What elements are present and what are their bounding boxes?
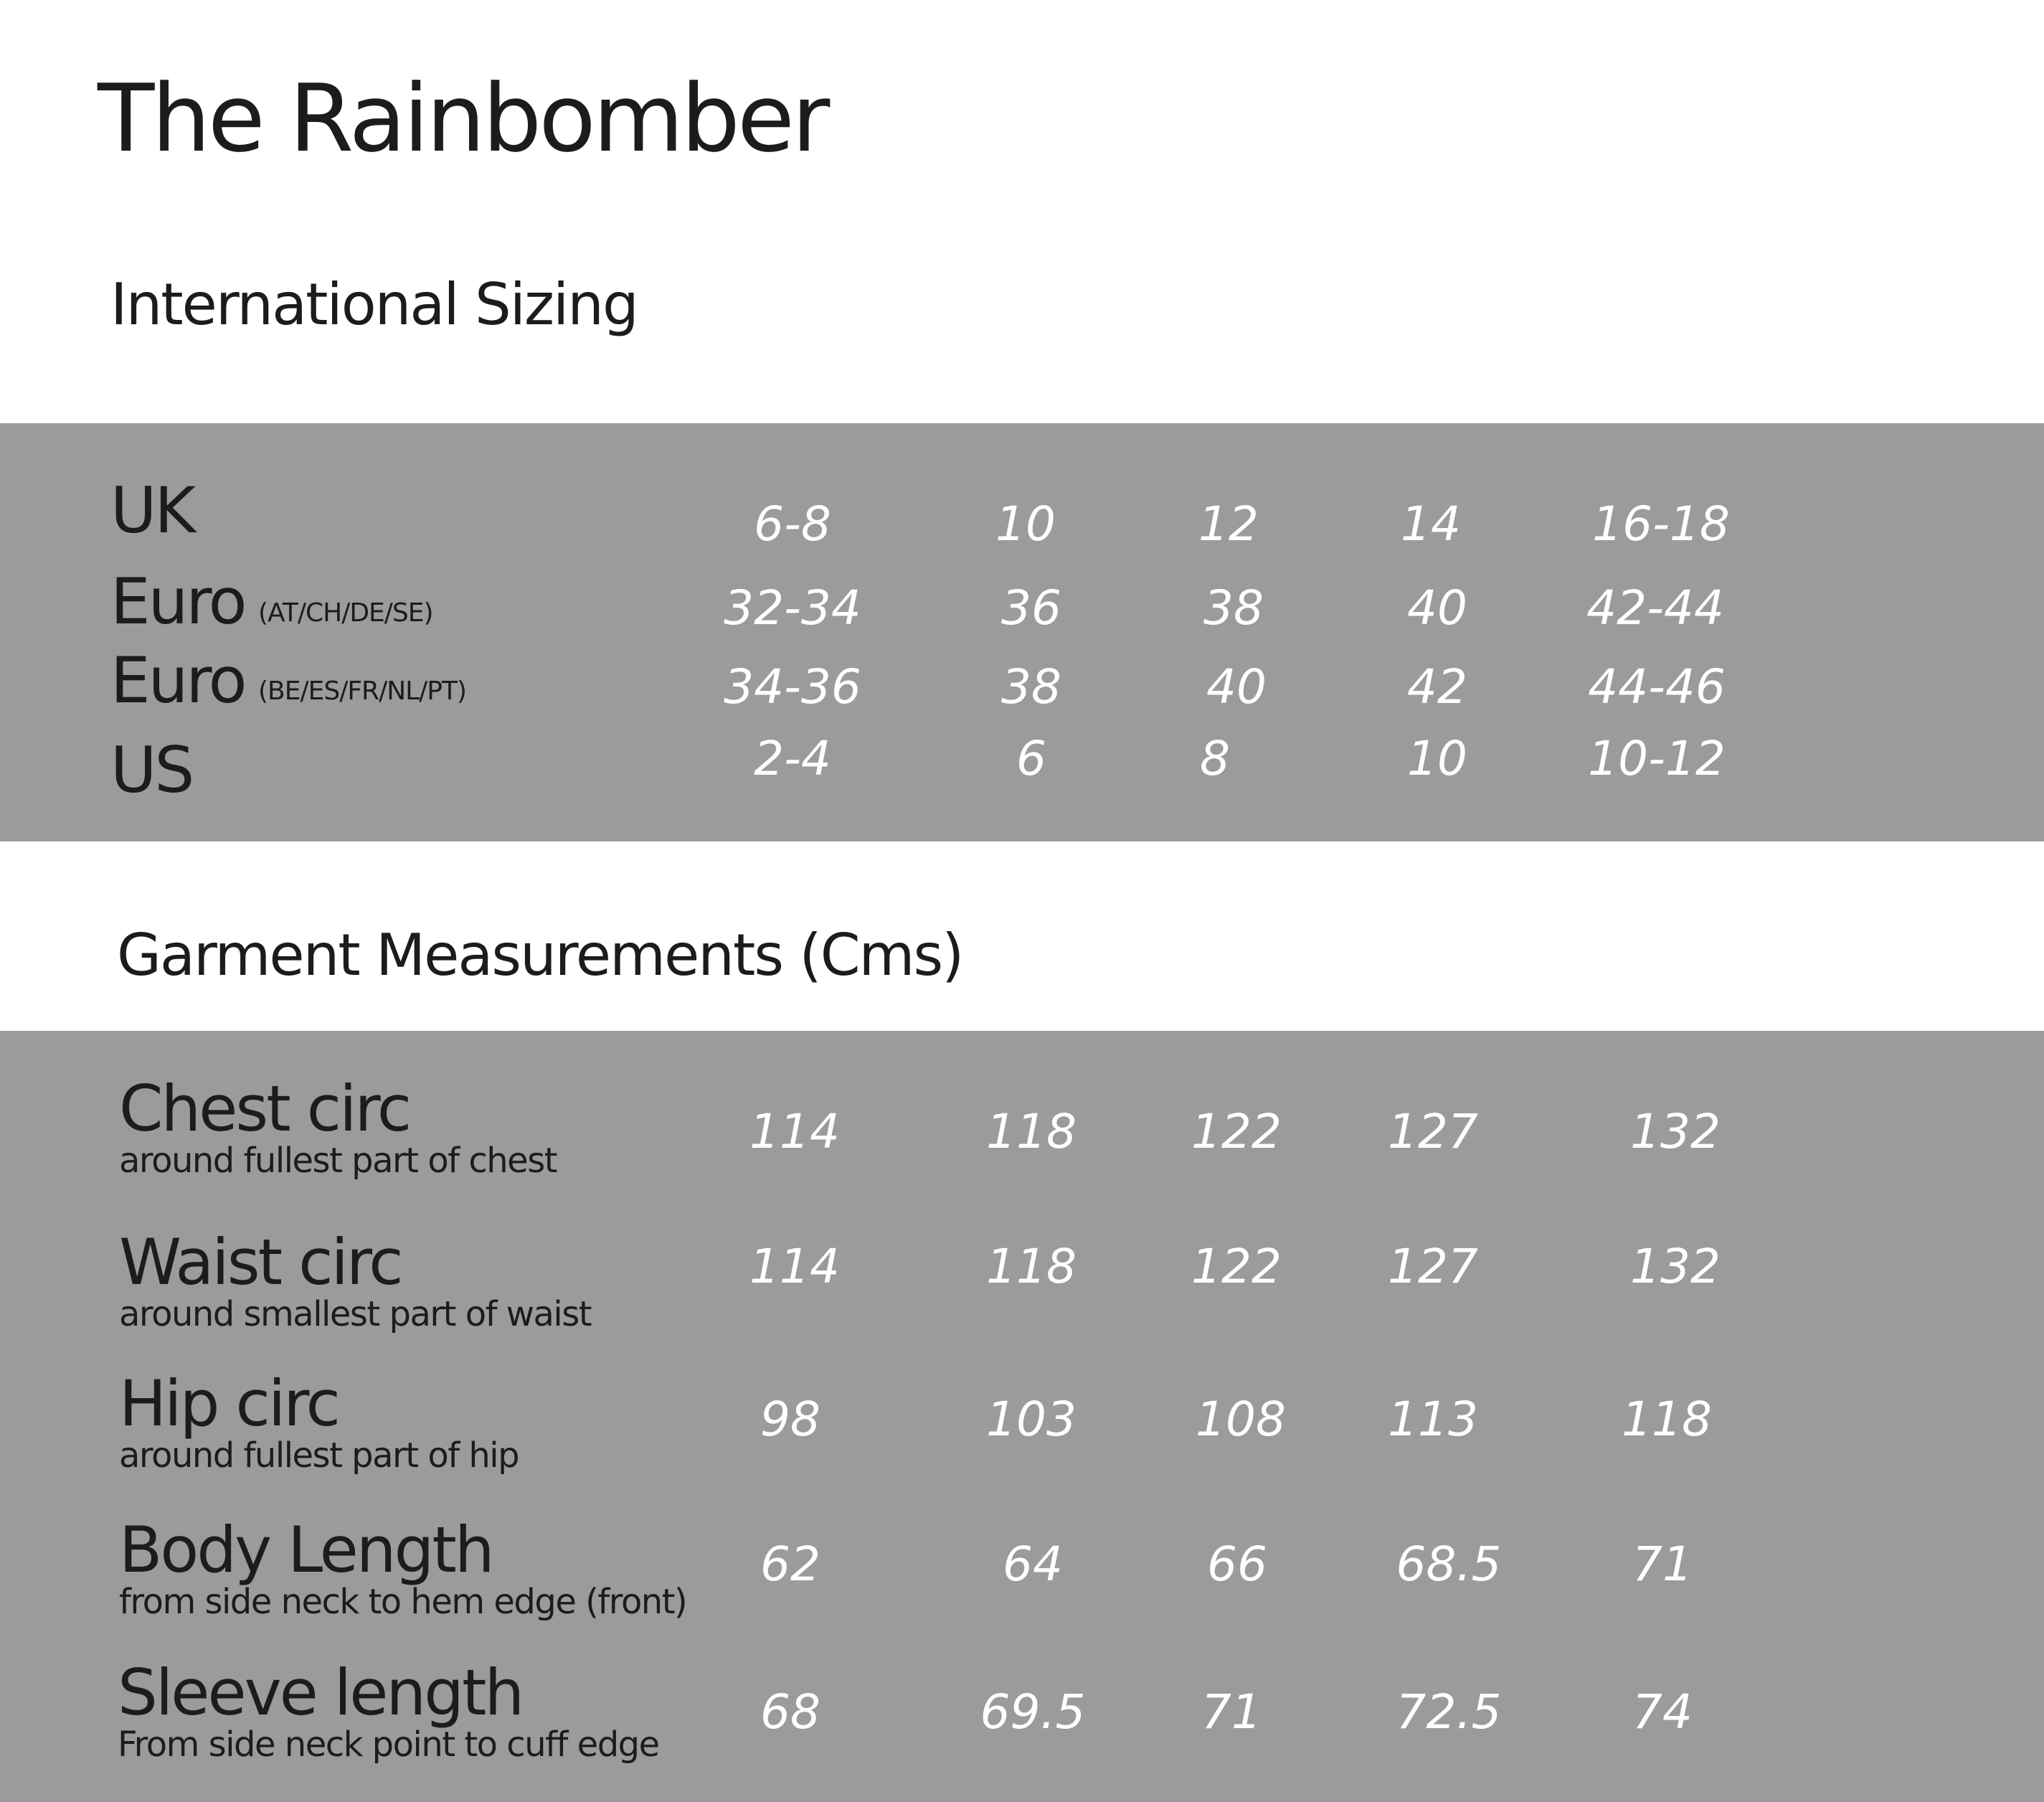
measurement-cell: 132 xyxy=(1630,1104,1721,1159)
size-cell: 34-36 xyxy=(724,659,861,714)
measurement-cell: 72.5 xyxy=(1396,1684,1502,1740)
size-row-label: UK xyxy=(110,473,194,547)
size-cell: 42 xyxy=(1407,659,1467,714)
garment-measurements-heading: Garment Measurements (Cms) xyxy=(117,922,963,989)
measurement-name: Body Length xyxy=(119,1513,493,1587)
measurement-cell: 132 xyxy=(1630,1239,1721,1294)
measurement-cell: 103 xyxy=(986,1392,1077,1447)
measurement-cell: 114 xyxy=(749,1104,840,1159)
measurement-cell: 62 xyxy=(760,1537,820,1592)
size-row-region: (AT/CH/DE/SE) xyxy=(258,598,433,628)
measurement-cell: 71 xyxy=(1201,1684,1262,1740)
international-sizing-heading: International Sizing xyxy=(110,271,638,338)
size-cell: 6 xyxy=(1016,731,1046,786)
page-title: The Rainbomber xyxy=(98,64,828,173)
size-row-region: (BE/ES/FR/NL/PT) xyxy=(258,676,467,706)
measurement-cell: 118 xyxy=(986,1104,1077,1159)
measurement-description: around fullest part of chest xyxy=(119,1141,557,1181)
measurement-name: Sleeve length xyxy=(118,1656,523,1730)
measurement-cell: 113 xyxy=(1388,1392,1478,1447)
size-cell: 16-18 xyxy=(1592,496,1730,552)
size-cell: 14 xyxy=(1401,496,1461,552)
size-cell: 40 xyxy=(1206,659,1267,714)
measurement-cell: 122 xyxy=(1191,1239,1282,1294)
size-cell: 10 xyxy=(1407,731,1467,786)
measurement-cell: 66 xyxy=(1207,1537,1267,1592)
measurement-row-label xyxy=(119,1072,557,1181)
size-cell: 10 xyxy=(995,496,1056,552)
measurement-row-label xyxy=(118,1656,659,1765)
size-cell: 40 xyxy=(1407,580,1467,636)
measurement-cell: 69.5 xyxy=(980,1684,1086,1740)
size-cell: 8 xyxy=(1200,731,1230,786)
size-row-label: Euro xyxy=(110,643,245,717)
measurement-cell: 118 xyxy=(986,1239,1077,1294)
measurement-cell: 71 xyxy=(1632,1537,1693,1592)
size-cell: 12 xyxy=(1198,496,1259,552)
size-row-label: US xyxy=(110,733,193,807)
measurement-name: Hip circ xyxy=(119,1367,339,1440)
measurement-cell: 68 xyxy=(760,1684,820,1740)
size-cell: 42-44 xyxy=(1586,580,1724,636)
measurement-cell: 108 xyxy=(1196,1392,1286,1447)
measurement-cell: 68.5 xyxy=(1396,1537,1502,1592)
measurement-cell: 122 xyxy=(1191,1104,1282,1159)
measurement-cell: 98 xyxy=(760,1392,820,1447)
measurement-cell: 127 xyxy=(1388,1239,1478,1294)
size-cell: 2-4 xyxy=(754,731,831,786)
measurement-row-label xyxy=(119,1367,519,1476)
measurement-cell: 118 xyxy=(1622,1392,1712,1447)
size-cell: 32-34 xyxy=(724,580,861,636)
measurement-cell: 74 xyxy=(1632,1684,1693,1740)
size-cell: 38 xyxy=(1203,580,1264,636)
size-cell: 6-8 xyxy=(754,496,831,552)
size-cell: 10-12 xyxy=(1588,731,1726,786)
measurement-cell: 127 xyxy=(1388,1104,1478,1159)
measurement-row-label xyxy=(119,1225,592,1334)
measurement-description: From side neck point to cuff edge xyxy=(118,1725,659,1765)
measurement-name: Chest circ xyxy=(119,1072,410,1146)
size-cell: 44-46 xyxy=(1588,659,1726,714)
measurement-cell: 114 xyxy=(749,1239,840,1294)
measurement-name: Waist circ xyxy=(119,1225,402,1299)
measurement-description: around fullest part of hip xyxy=(119,1435,519,1476)
measurement-description: from side neck to hem edge (front) xyxy=(119,1582,687,1622)
measurement-row-label xyxy=(119,1513,687,1622)
size-cell: 36 xyxy=(1001,580,1061,636)
measurement-cell: 64 xyxy=(1003,1537,1063,1592)
measurement-description: around smallest part of waist xyxy=(119,1294,592,1334)
size-cell: 38 xyxy=(1001,659,1061,714)
size-row-label: Euro xyxy=(110,565,245,638)
